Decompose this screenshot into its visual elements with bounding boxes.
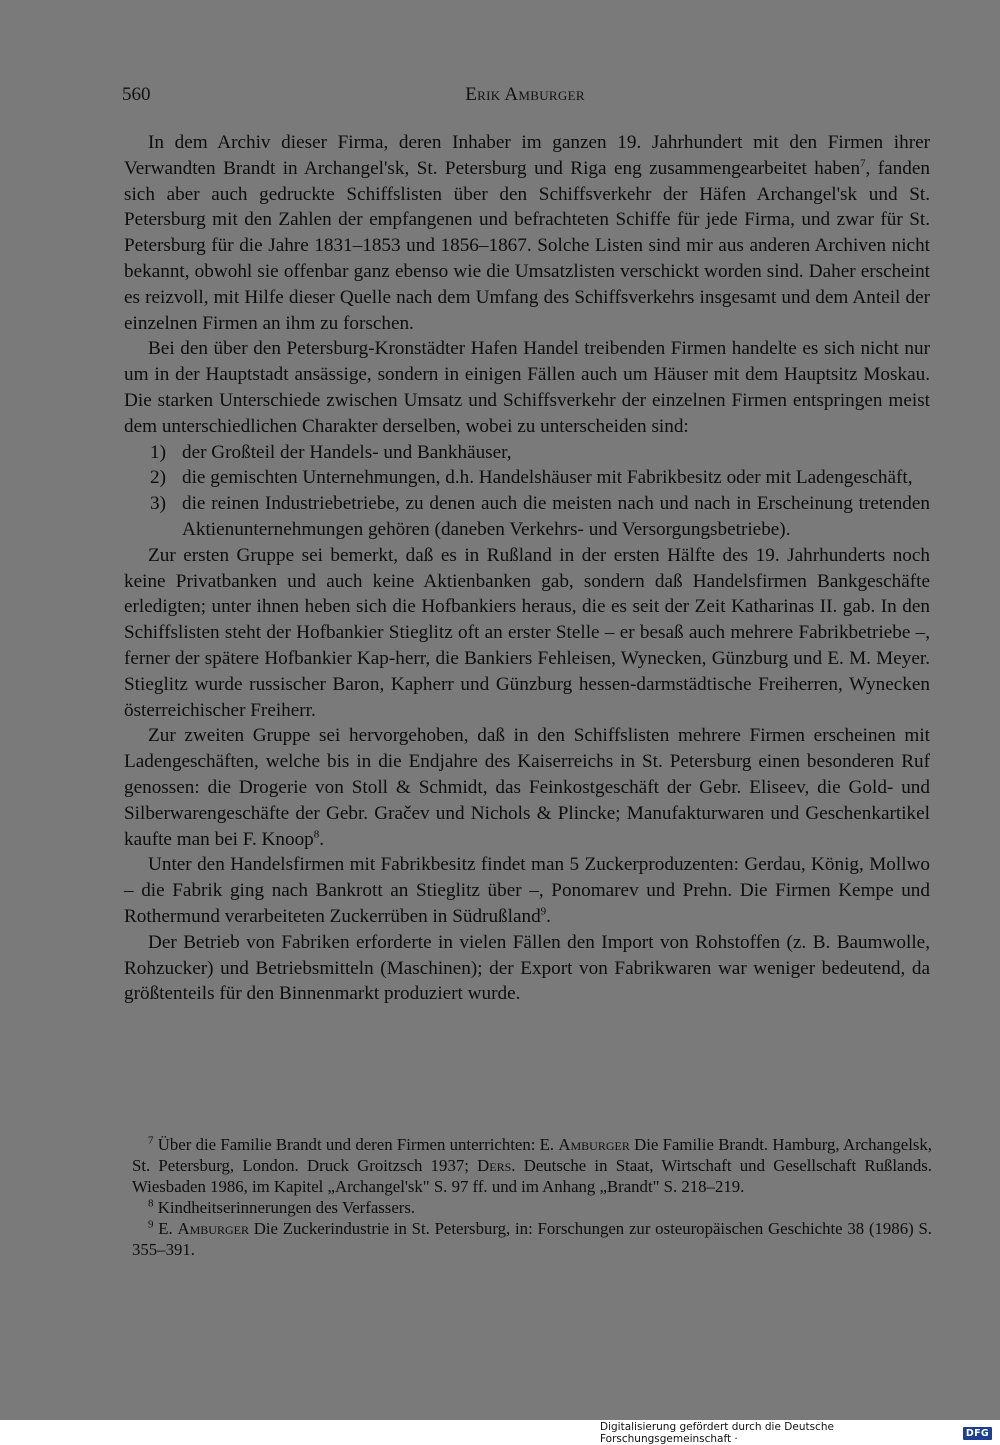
footnote-9	[132, 1218, 932, 1260]
ders-abbrev: Ders.	[477, 1156, 516, 1175]
running-title: Erik Amburger	[465, 84, 585, 105]
list-item-number: 1)	[150, 441, 166, 463]
list-item	[124, 491, 930, 543]
paragraph-6: Der Betrieb von Fabriken erforderte in vielen Fällen den Import von Rohstoffen (z. B. Baumwolle, Rohzucker) und Betriebsmitteln (Maschinen); der Export von Fabrikwaren war weniger bedeutend, da größtenteils für den Binnenmarkt produziert wurde.	[124, 931, 930, 1005]
author-name: Amburger	[558, 1135, 630, 1154]
list-item-number: 2)	[150, 467, 166, 489]
running-header	[122, 84, 928, 108]
dfg-logo-icon: DFG	[963, 1427, 992, 1440]
footnote-9-text-b: Die Zuckerindustrie in St. Petersburg, in: Forschungen zur osteuropäischen Geschichte 38 (1986) S. 355–391.	[132, 1219, 932, 1259]
paragraph-4	[124, 723, 930, 852]
list-item	[124, 440, 930, 466]
footnote-number: 8	[148, 1197, 154, 1210]
footnote-number: 9	[148, 1218, 154, 1231]
footnote-8	[132, 1197, 932, 1218]
footnotes	[132, 1134, 932, 1260]
footnote-number: 7	[148, 1134, 154, 1147]
main-text	[124, 130, 930, 1007]
paragraph-4-text-b: .	[319, 828, 325, 850]
paragraph-1-text-b: , fanden sich aber auch gedruckte Schiffslisten über den Schiffsverkehr der Häfen Archangel'sk und St. Petersburg mit den Zahlen der empfangenen und befrachteten Schiffe für jede Firma, und zwar für St. Petersburg für die Jahre 1831–1853 und 1856–1867. Solche Listen sind mir aus anderen Archiven nicht bekannt, obwohl sie offenbar ganz ebenso wie die Umsatzlisten verschickt worden sind. Daher erscheint es reizvoll, mit Hilfe dieser Quelle nach dem Umfang des Schiffsverkehrs insgesamt und dem Anteil der einzelnen Firmen an ihm zu forschen.	[124, 157, 930, 334]
footnote-7-text-b: Die Familie Brandt. Hamburg, Archangelsk, St. Petersburg, London. Druck Groitzsch 1937;	[132, 1135, 932, 1175]
list-item	[124, 465, 930, 491]
list-item-number: 3)	[150, 493, 166, 515]
list-item-text: die reinen Industriebetriebe, zu denen auch die meisten nach und nach in Erscheinung tretenden Aktienunternehmungen gehören (daneben Verkehrs- und Versorgungsbetriebe).	[182, 493, 930, 540]
footnote-ref-9: 9	[540, 905, 547, 918]
page-number: 560	[122, 84, 151, 105]
paragraph-5	[124, 852, 930, 929]
footnote-8-text: Kindheitserinnerungen des Verfassers.	[157, 1198, 416, 1217]
paragraph-1	[124, 130, 930, 336]
paragraph-2: Bei den über den Petersburg-Kronstädter Hafen Handel treibenden Firmen handelte es sich nicht nur um in der Hauptstadt ansässige, sondern in einigen Fällen auch um Häuser mit dem Hauptsitz Moskau. Die starken Unterschiede zwischen Umsatz und Schiffsverkehr der einzelnen Firmen entspringen meist dem unterschiedlichen Charakter derselben, wobei zu unterscheiden sind:	[124, 338, 930, 437]
footnote-7-text-c: Deutsche in Staat, Wirtschaft und Gesellschaft Rußlands. Wiesbaden 1986, im Kapitel „Archangel'sk" S. 97 ff. und im Anhang „Brandt" S. 218–219.	[132, 1156, 932, 1196]
paragraph-3: Zur ersten Gruppe sei bemerkt, daß es in Rußland in der ersten Hälfte des 19. Jahrhunderts noch keine Privatbanken und auch keine Aktienbanken gab, sondern daß Handelsfirmen Bankgeschäfte erledigten; unter ihnen heben sich die Hofbankiers heraus, die es seit der Zeit Katharinas II. gab. In den Schiffslisten steht der Hofbankier Stieglitz oft an erster Stelle – er besaß auch mehrere Fabrikbetriebe –, ferner der spätere Hofbankier Kap-herr, die Bankiers Fehleisen, Wynecken, Günzburg und E. M. Meyer. Stieglitz wurde russischer Baron, Kapherr und Günzburg hessen-darmstädtische Freiherren, Wynecken österreichischer Freiherr.	[124, 544, 930, 721]
credit-text: Digitalisierung gefördert durch die Deutsche Forschungsgemeinschaft ·	[600, 1421, 834, 1445]
footnote-9-text-a: E.	[158, 1219, 173, 1238]
footnote-7	[132, 1134, 932, 1197]
list-item-text: der Großteil der Handels- und Bankhäuser,	[182, 441, 512, 463]
group-list	[124, 440, 930, 543]
list-item-text: die gemischten Unternehmungen, d.h. Handelshäuser mit Fabrikbesitz oder mit Ladengeschäft,	[182, 467, 913, 489]
author-name: Amburger	[177, 1219, 249, 1238]
footnote-ref-7: 7	[860, 157, 866, 170]
footnote-ref-8: 8	[313, 828, 320, 841]
paragraph-4-text-a: Zur zweiten Gruppe sei hervorgehoben, daß in den Schiffslisten mehrere Firmen erscheinen mit Ladengeschäften, welche bis in die Endjahre des Kaiserreichs in St. Petersburg einen besonderen Ruf genossen: die Drogerie von Stoll & Schmidt, das Feinkostgeschäft der Gebr. Eliseev, die Gold- und Silberwarengeschäfte der Gebr. Gračev und Nichols & Plincke; Manufakturwaren und Geschenkartikel kaufte man bei F. Knoop	[124, 725, 930, 850]
paragraph-1-text-a: In dem Archiv dieser Firma, deren Inhaber im ganzen 19. Jahrhundert mit den Firmen ihrer Verwandten Brandt in Archangel'sk, St. Petersburg und Riga eng zusammengearbeitet haben	[124, 132, 930, 179]
digitization-credit	[600, 1423, 992, 1443]
paragraph-5-text-a: Unter den Handelsfirmen mit Fabrikbesitz findet man 5 Zuckerproduzenten: Gerdau, König, Mollwo – die Fabrik ging nach Bankrott an Stieglitz über –, Ponomarev und Prehn. Die Firmen Kempe und Rothermund verarbeiteten Zuckerrüben in Südrußland	[124, 854, 930, 927]
paragraph-5-text-b: .	[546, 905, 551, 927]
footnote-7-text-a: Über die Familie Brandt und deren Firmen unterrichten: E.	[157, 1135, 555, 1154]
